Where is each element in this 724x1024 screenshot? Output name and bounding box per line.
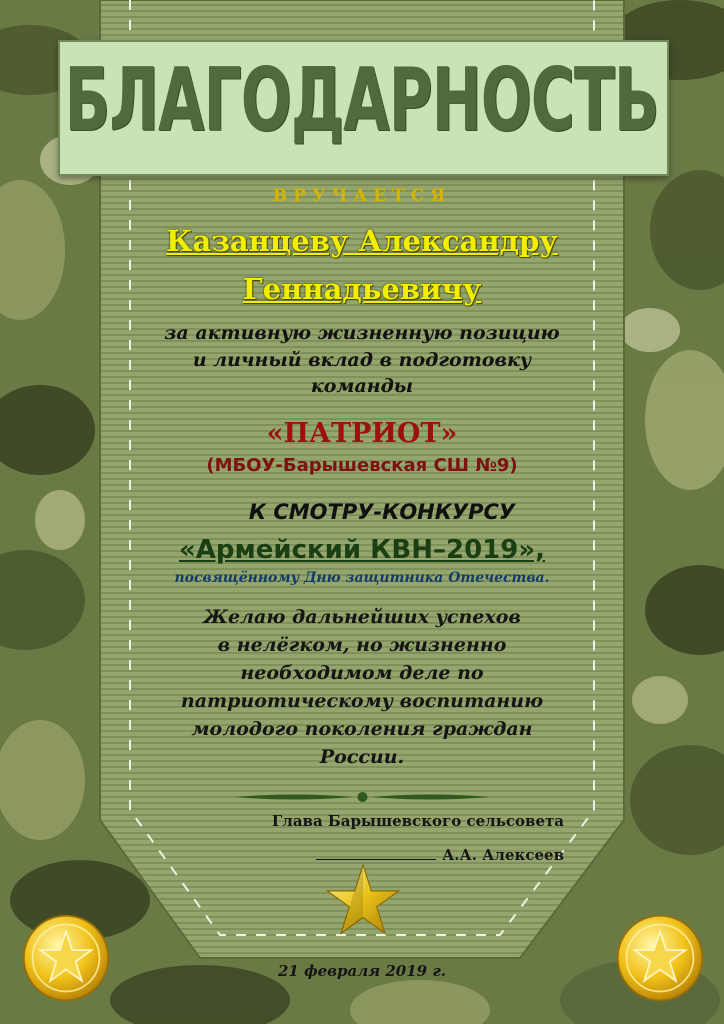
contest-dedication: посвящённому Дню защитника Отечества.: [174, 570, 550, 586]
reason-line-2: и личный вклад в подготовку: [192, 349, 532, 371]
medal-star-icon: [22, 914, 110, 1002]
awarded-label: ВРУЧАЕТСЯ: [272, 186, 452, 206]
ornament-divider: [235, 789, 490, 805]
star-icon: [325, 862, 401, 938]
recipient-name-line2: Геннадьевичу: [242, 272, 482, 306]
reason-line-1: за активную жизненную позицию: [164, 322, 560, 344]
signature-blank: [316, 847, 436, 860]
certificate-title: БЛАГОДАРНОСТЬ: [64, 50, 659, 152]
wish-line-3: необходимом деле по: [240, 662, 484, 684]
contest-name: «Армейский КВН–2019»,: [178, 535, 546, 565]
contest-header: К СМОТРУ-КОНКУРСУ: [248, 500, 516, 524]
wish-line-2: в нелёгком, но жизненно: [217, 634, 507, 656]
team-name: «ПАТРИОТ»: [266, 418, 458, 449]
wish-line-1: Желаю дальнейших успехов: [203, 606, 521, 628]
medal-star-icon: [616, 914, 704, 1002]
recipient-name-line1: Казанцеву Александру: [166, 224, 558, 258]
wish-line-6: России.: [319, 746, 405, 768]
signatory-title: Глава Барышевского сельсовета: [271, 812, 564, 830]
award-date: 21 февраля 2019 г.: [278, 962, 446, 980]
reason-line-3: команды: [310, 375, 414, 397]
signature-line: [264, 846, 564, 864]
wish-line-4: патриотическому воспитанию: [180, 690, 544, 712]
school-name: (МБОУ-Барышевская СШ №9): [206, 455, 518, 476]
wish-line-5: молодого поколения граждан: [191, 718, 533, 740]
signatory-name: А.А. Алексеев: [442, 846, 564, 864]
